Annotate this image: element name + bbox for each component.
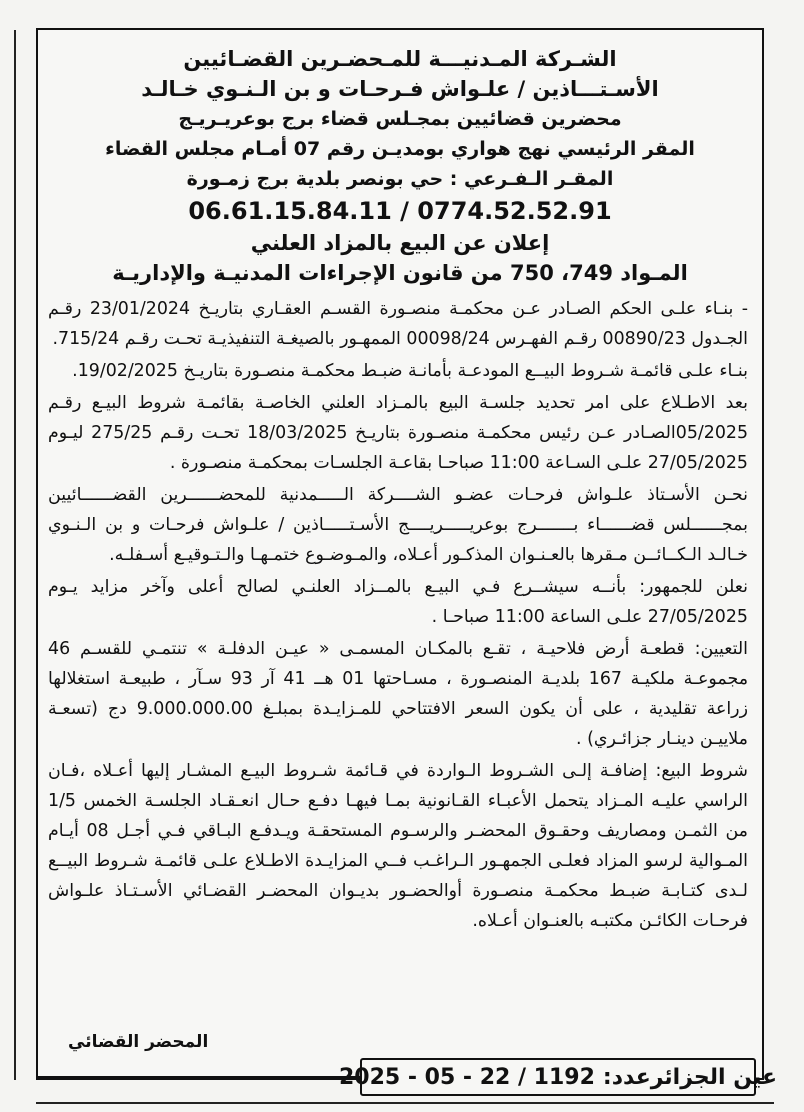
phone-numbers: 06.61.15.84.11 / 0774.52.52.91 [188,197,612,225]
legal-articles: المـواد 749، 750 من قانون الإجراءات المدنيـة والإداريـة [112,261,688,285]
publication-footer [338,1058,778,1096]
paragraph-session-order: بعد الاطـلاع على امر تحديد جلسـة البيع بالمـزاد العلني الخاصـة بقائمـة شروط البيـع رقـم 05/2025الصـادر عـن رئيس محكمـة منصـورة بتاريـخ 18/03/2025 تحـت رقـم 275/25 ليـوم 27/05/2025 علـى السـاعة 11:00 صباحـا بقاعـة الجلسـات بمحكمـة منصـورة . [48,393,749,473]
paragraph-bailiff: نحـن الأسـتاذ علـواش فرحـات عضـو الشــــركة الـــــمدنية للمحضــــــرين القضــــــائيين بمجــــــلس قضــــــاء بـــــــرج بوعريـــــريــــج الأسـتـــــاذين / علـواش فرحـات و بن الـنـوي خـالـد الـكــائــن مـقرها بالعـنـوان المذكـور أعـلاه، والمـوضـوع ختمـهـا والـتـوقيـع أسـفلـه. [48,485,748,565]
paragraph-judgment: - بنـاء علـى الحكم الصـادر عـن محكمـة منصـورة القسـم العقـاري بتاريـخ 23/01/2024 رقـم الجـدول 00890/23 رقـم الفهـرس 00098/24 الممهـور بالصيغـة التنفيذيـة تحـت رقـم 715/24. [48,299,748,349]
branch-office-address: المقـر الـفـرعي : حي بونصر بلدية برج زمـورة [186,168,614,190]
main-office-address: المقر الرئيسي نهج هواري بومديـن رقم 07 أمـام مجلس القضاء [105,138,695,160]
announcement-title: إعلان عن البيع بالمزاد العلني [250,231,550,255]
paragraph-designation: التعيين: قطعـة أرض فلاحيـة ، تقـع بالمكـان المسمـى « عيـن الدفلـة » تنتمـي للقسـم 46 مجموعـة ملكيـة 167 بلديـة المنصـورة ، مسـاحتها 01 هــ 41 آر 93 سـآر ، طبيعـة استغلالها زراعة تقليدية ، على أن يكون السعر الافتتاحي للمـزايـدة بمبلـغ 9.000.000.00 دج (تسعـة ملاييـن دينـار جزائـري) . [48,639,749,749]
adjacent-column-border [0,30,16,1080]
publication-label: عين الجزائرعدد: [602,1064,778,1090]
paragraph-conditions-list: بنـاء علـى قائمـة شـروط البيــع المودعـة بأمانـة ضبـط محكمـة منصـورة بتاريـخ 19/02/2025. [72,361,748,381]
publication-reference: 2025 - 05 - 22 / 1192 [338,1064,595,1090]
signature-label: المحضر القضائي [68,1032,209,1052]
announcement-frame [36,28,764,1080]
page-bottom-rule [36,1102,774,1104]
paragraph-sale-terms: شروط البيع: إضافـة إلـى الشـروط الـواردة في قـائمة شـروط البيـع المشـار إليها أعـلاه ،فـان الراسي عليـه المـزاد يتحمل الأعبـاء القـانونية بمـا فيهـا دفـع حـال انعـقـاد الجلسـة الخمس 1/5 من الثمـن ومصاريف وحقـوق المحضـر والرسـوم المستحقـة ويـدفـع البـاقي فـي أجـل 08 أيـام المـوالية لرسو المزاد فعلـى الجمهـور الـراغـب فــي المزايـدة الاطـلاع علـى قائمـة شـروط البيــع لـدى كتـابـة ضبـط محكمـة منصـورة أوالحضـور بديـوان المحضـر القضـائي الأسـتـاذ علـواش فرحـات الكائـن مكتبـه بالعنـوان أعـلاه. [48,761,748,931]
company-name: الشـركة المـدنيـــة للمـحضـرين القضـائيين [183,47,617,71]
paragraph-public-notice: نعلن للجمهور: بأنــه سيشــرع فـي البيـع بالمــزاد العلنـي لصالح أعلى وآخر مزايد يـوم 27/05/2025 علـى الساعة 11:00 صباحـا . [48,577,748,627]
court-line: محضرين قضائيين بمجـلس قضاء برج بوعريـريـج [178,108,622,130]
announcement-header [38,30,762,288]
footer-rule [36,1076,362,1078]
announcement-body [38,294,762,936]
bailiff-names: الأسـتـــاذين / علـواش فـرحـات و بن الـنـوي خـالـد [141,77,659,101]
